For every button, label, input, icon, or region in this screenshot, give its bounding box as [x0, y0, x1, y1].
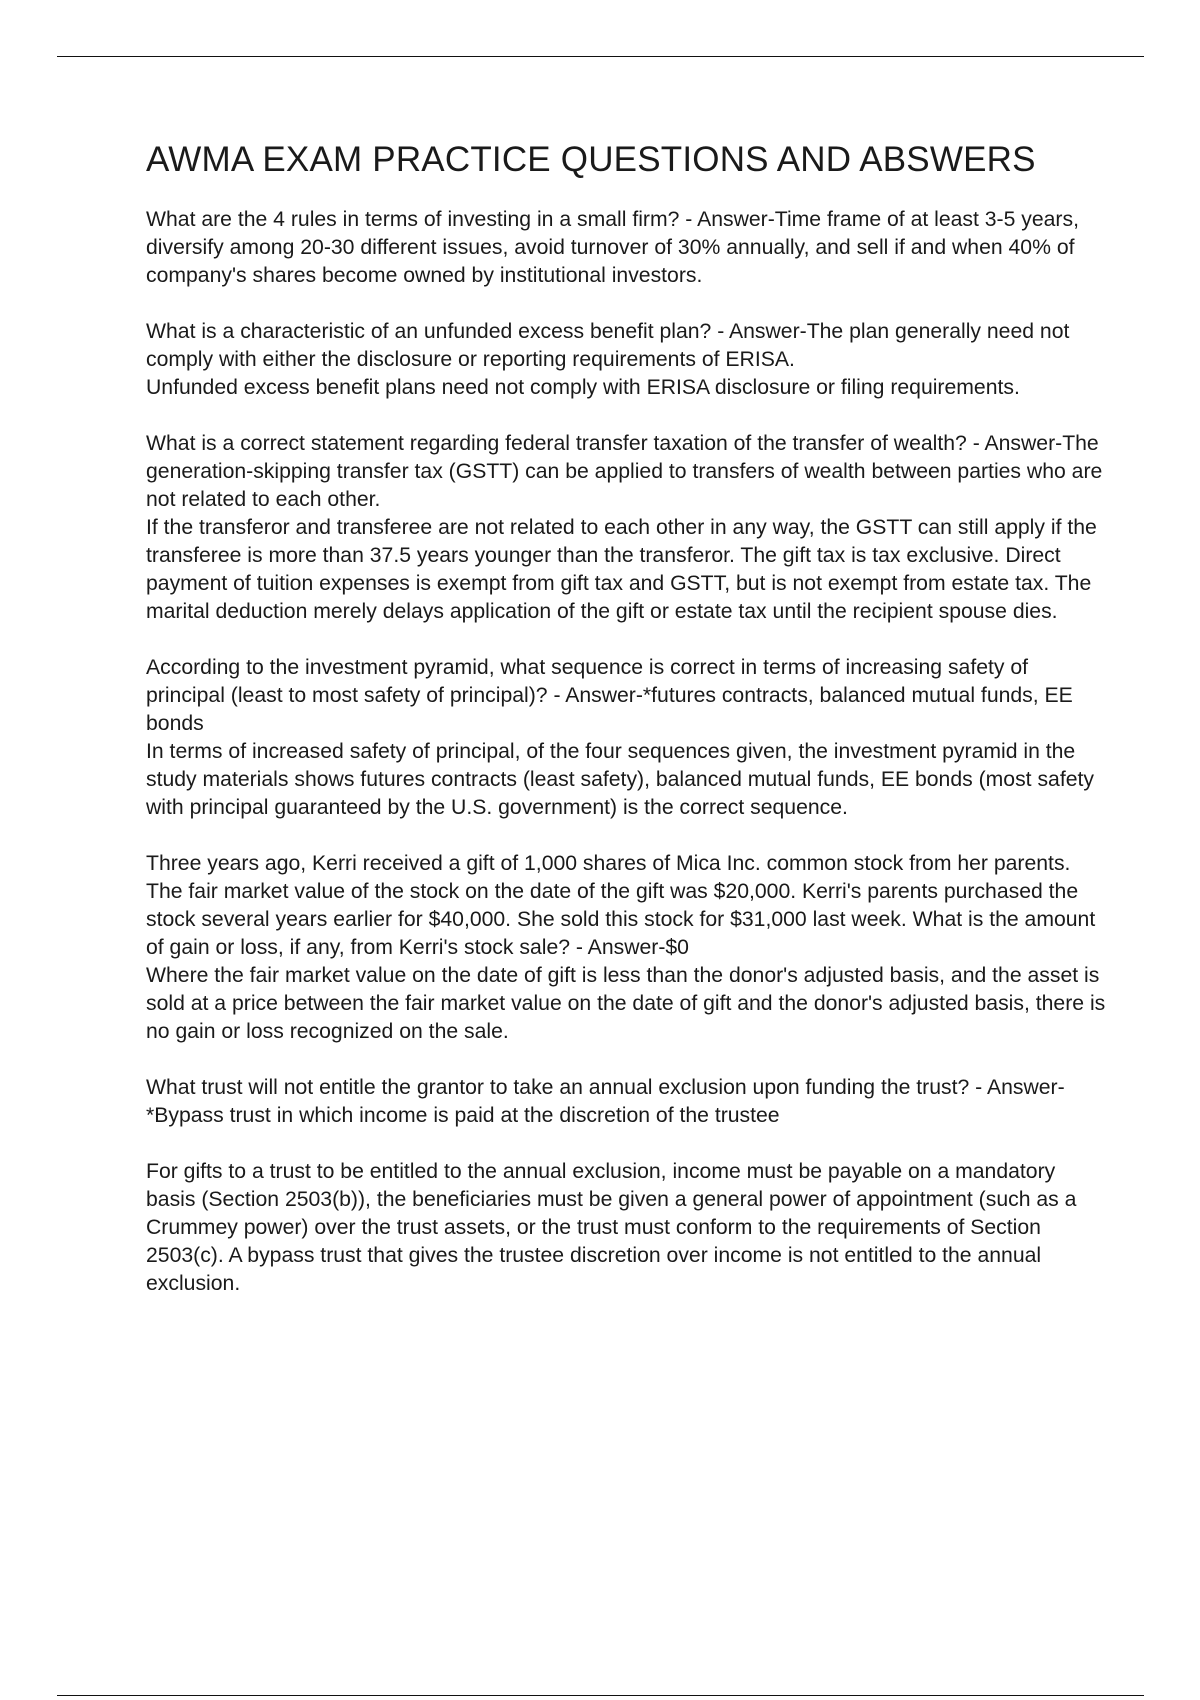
top-divider	[57, 56, 1144, 57]
qa-entry	[146, 654, 1106, 822]
bottom-divider	[57, 1695, 1144, 1696]
qa-question: What is a correct statement regarding federal transfer taxation of the transfer of wealth? - Answer-The generation-skipping transfer tax (GSTT) can be applied to transfers of wealth between parties who are not related to each other.	[146, 432, 1103, 511]
qa-question: What are the 4 rules in terms of investing in a small firm? - Answer-Time frame of at least 3-5 years, diversify among 20-30 different issues, avoid turnover of 30% annually, and sell if and when 40% of company's shares become owned by institutional investors.	[146, 208, 1079, 287]
qa-entry	[146, 430, 1106, 626]
qa-entry	[146, 850, 1106, 1046]
qa-question: What trust will not entitle the grantor to take an annual exclusion upon funding the trust? - Answer-*Bypass trust in which income is paid at the discretion of the trustee	[146, 1076, 1065, 1127]
qa-explanation: Unfunded excess benefit plans need not comply with ERISA disclosure or filing requirements.	[146, 376, 1020, 399]
qa-explanation: If the transferor and transferee are not related to each other in any way, the GSTT can still apply if the transferee is more than 37.5 years younger than the transferor. The gift tax is tax exclusive. Direct payment of tuition expenses is exempt from gift tax and GSTT, but is not exempt from estate tax. The marital deduction merely delays application of the gift or estate tax until the recipient spouse dies.	[146, 516, 1097, 623]
qa-question: What is a characteristic of an unfunded excess benefit plan? - Answer-The plan generally need not comply with either the disclosure or reporting requirements of ERISA.	[146, 320, 1070, 371]
qa-explanation: In terms of increased safety of principal, of the four sequences given, the investment pyramid in the study materials shows futures contracts (least safety), balanced mutual funds, EE bonds (most safety with principal guaranteed by the U.S. government) is the correct sequence.	[146, 740, 1094, 819]
qa-question: Three years ago, Kerri received a gift of 1,000 shares of Mica Inc. common stock from her parents. The fair market value of the stock on the date of the gift was $20,000. Kerri's parents purchased the stock several years earlier for $40,000. She sold this stock for $31,000 last week. What is the amount of gain or loss, if any, from Kerri's stock sale? - Answer-$0	[146, 852, 1096, 959]
qa-entry	[146, 1074, 1106, 1130]
qa-explanation: Where the fair market value on the date of gift is less than the donor's adjusted basis, and the asset is sold at a price between the fair market value on the date of gift and the donor's adjusted basis, there is no gain or loss recognized on the sale.	[146, 964, 1106, 1043]
qa-entry	[146, 318, 1106, 402]
qa-entry	[146, 206, 1106, 290]
qa-question: According to the investment pyramid, what sequence is correct in terms of increasing safety of principal (least to most safety of principal)? - Answer-*futures contracts, balanced mutual funds, EE bonds	[146, 656, 1073, 735]
document-title: AWMA EXAM PRACTICE QUESTIONS AND ABSWERS	[146, 140, 1036, 179]
document-body	[146, 140, 1106, 1326]
qa-entry	[146, 1158, 1106, 1298]
qa-paragraph: For gifts to a trust to be entitled to the annual exclusion, income must be payable on a mandatory basis (Section 2503(b)), the beneficiaries must be given a general power of appointment (such as a Crummey power) over the trust assets, or the trust must conform to the requirements of Section 2503(c). A bypass trust that gives the trustee discretion over income is not entitled to the annual exclusion.	[146, 1160, 1077, 1295]
